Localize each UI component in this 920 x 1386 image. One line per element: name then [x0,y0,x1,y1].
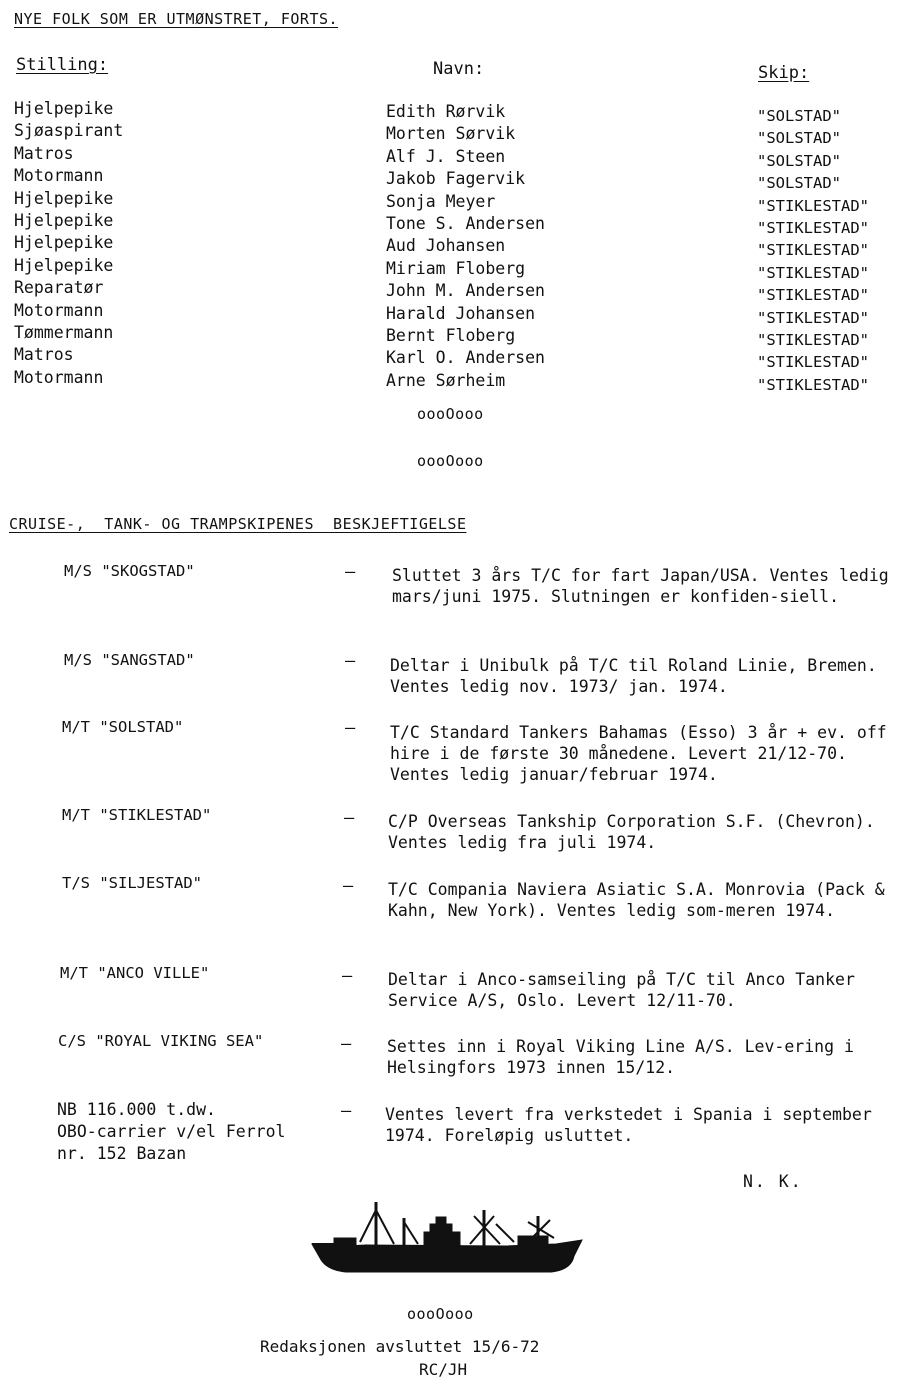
crew-stilling: Motormann [14,300,104,320]
ship-name: M/S "SKOGSTAD" [64,562,195,580]
ship-description: Settes inn i Royal Viking Line A/S. Lev-ering i Helsingfors 1973 innen 15/12. [387,1037,854,1077]
crew-skip: "STIKLESTAD" [757,263,869,282]
crew-stilling: Motormann [14,166,104,186]
crew-navn: Jakob Fagervik [386,169,526,189]
crew-stilling: Matros [14,143,74,163]
crew-skip: "SOLSTAD" [757,107,841,125]
crew-navn: Karl O. Andersen [386,348,545,368]
ship-name: T/S "SILJESTAD" [62,874,202,892]
crew-stilling: Hjelpepike [14,255,114,275]
ship-description: T/C Standard Tankers Bahamas (Esso) 3 år + ev. off hire i de første 30 månedene. Levert 21/12-70. Ventes ledig januar/februar 1974. [390,723,887,784]
column-header-skip: Skip: [758,63,810,83]
cargo-ship-silhouette-icon [306,1196,586,1281]
ship-name: M/T "STIKLESTAD" [62,806,212,824]
ship-description: Deltar i Anco-samseiling på T/C til Anco Tanker Service A/S, Oslo. Levert 12/11-70. [388,970,855,1010]
ship-description: Ventes levert fra verkstedet i Spania i september 1974. Foreløpig usluttet. [385,1105,872,1145]
separator: oooOooo [407,1305,474,1323]
crew-skip: "STIKLESTAD" [757,330,869,349]
crew-skip: "STIKLESTAD" [757,353,869,372]
dash: – [345,718,356,738]
crew-stilling: Motormann [14,367,104,387]
newbuilding-description [57,1099,285,1165]
ship-name: M/T "SOLSTAD" [62,718,184,736]
crew-navn: Tone S. Andersen [386,213,545,233]
crew-stilling: Matros [14,345,74,365]
ship-name: C/S "ROYAL VIKING SEA" [58,1032,264,1050]
crew-navn: Bernt Floberg [386,325,516,345]
crew-navn: Harald Johansen [386,303,536,323]
dash: – [341,1101,352,1121]
newbuilding-line: nr. 152 Bazan [57,1144,187,1163]
crew-stilling: Hjelpepike [14,99,114,118]
crew-skip: "STIKLESTAD" [757,218,869,237]
column-header-navn: Navn: [433,59,485,79]
crew-stilling-column [14,98,123,389]
ship-description: Deltar i Unibulk på T/C til Roland Linie, Bremen. Ventes ledig nov. 1973/ jan. 1974. [390,656,877,696]
newbuilding-line: OBO-carrier v/el Ferrol [57,1122,286,1141]
crew-navn: Miriam Floberg [386,258,526,278]
crew-stilling: Reparatør [14,278,104,298]
crew-skip-column [757,105,869,396]
ship-description: Sluttet 3 års T/C for fart Japan/USA. Ventes ledig mars/juni 1975. Slutningen er konfiden-siell. [392,566,889,606]
separator: oooOooo [417,405,484,423]
dash: – [343,876,354,896]
dash: – [345,562,356,582]
crew-navn: Edith Rørvik [386,102,506,121]
crew-skip: "SOLSTAD" [757,174,841,193]
crew-navn-column [386,101,545,392]
crew-stilling: Hjelpepike [14,233,114,253]
column-header-stilling: Stilling: [16,55,109,75]
crew-navn: John M. Andersen [386,281,545,301]
crew-navn: Aud Johansen [386,236,506,256]
ship-name: M/T "ANCO VILLE" [60,964,210,982]
crew-skip: "STIKLESTAD" [757,241,869,260]
section-title-new-crew: NYE FOLK SOM ER UTMØNSTRET, FORTS. [14,10,339,28]
dash: – [341,1034,352,1054]
crew-navn: Sonja Meyer [386,191,496,211]
newbuilding-line: NB 116.000 t.dw. [57,1100,216,1119]
section-title-employment: CRUISE-, TANK- OG TRAMPSKIPENES BESKJEFTIGELSE [9,515,467,533]
crew-navn: Arne Sørheim [386,370,506,390]
ship-description: C/P Overseas Tankship Corporation S.F. (Chevron). Ventes ledig fra juli 1974. [388,812,875,852]
signature: N. K. [743,1172,803,1191]
crew-stilling: Tømmermann [14,322,114,342]
crew-navn: Morten Sørvik [386,124,516,144]
dash: – [345,651,356,671]
crew-navn: Alf J. Steen [386,146,506,166]
crew-skip: "STIKLESTAD" [757,308,869,327]
crew-skip: "SOLSTAD" [757,129,841,148]
crew-stilling: Hjelpepike [14,210,114,230]
ship-description: T/C Compania Naviera Asiatic S.A. Monrovia (Pack & Kahn, New York). Ventes ledig som-meren 1974. [388,880,885,920]
crew-stilling: Hjelpepike [14,188,114,208]
crew-skip: "STIKLESTAD" [757,196,869,215]
separator: oooOooo [417,452,484,470]
editorial-closing-line: Redaksjonen avsluttet 15/6-72 [260,1337,540,1356]
crew-stilling: Sjøaspirant [14,121,124,141]
dash: – [344,808,355,828]
crew-skip: "STIKLESTAD" [757,375,869,394]
dash: – [342,966,353,986]
crew-skip: "STIKLESTAD" [757,286,869,305]
ship-name: M/S "SANGSTAD" [64,651,195,669]
cargo-ship-silhouette-icon [306,1196,586,1281]
crew-skip: "SOLSTAD" [757,151,841,170]
editor-initials: RC/JH [419,1360,468,1379]
